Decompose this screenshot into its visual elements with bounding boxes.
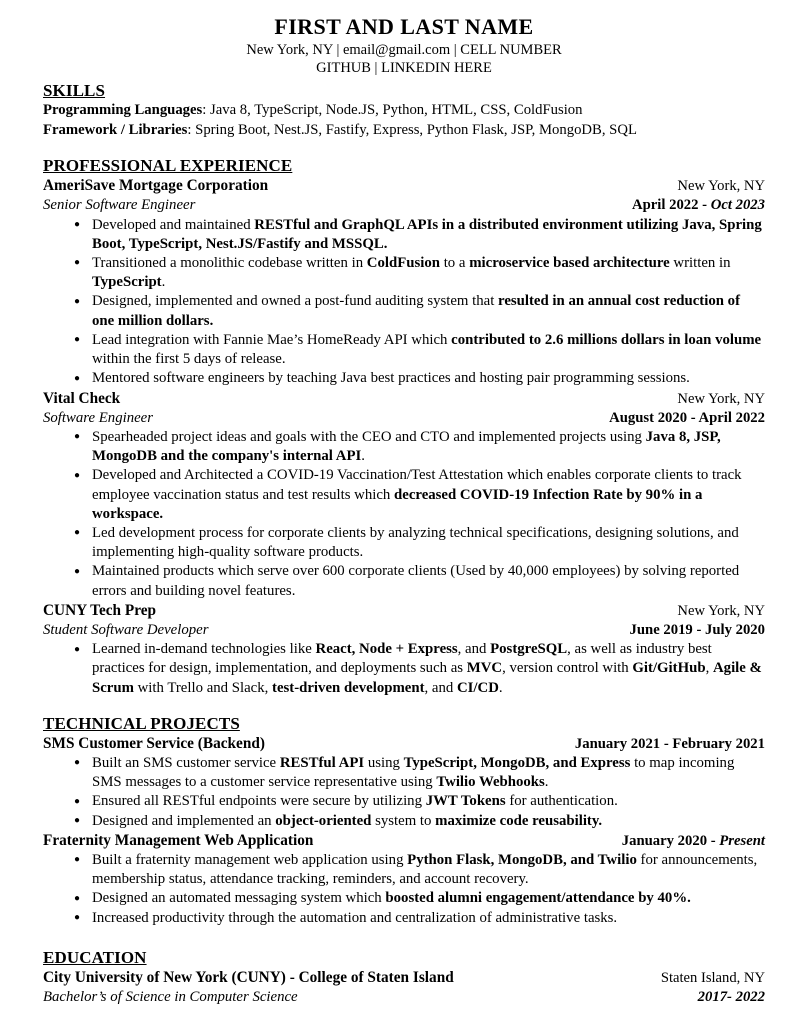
experience-entry [43,601,765,698]
experience-dates [630,621,765,640]
bullet-text: , [705,660,713,677]
bullet-text: . [161,274,166,291]
section-skills [43,81,765,101]
education-dates-italic: 2017- 2022 [697,988,765,1005]
bullet-text: Ensured all RESTful endpoints were secure by utilizing [92,793,426,810]
project-name: Fraternity Management Web Application [43,831,314,849]
candidate-name: FIRST AND LAST NAME [274,14,534,39]
bullet-text: Increased productivity through the automation and centralization of administrative tasks. [92,909,618,926]
bullet-text: Learned in-demand technologies like [92,641,316,658]
bullet-text: Transitioned a monolithic codebase written in [92,254,367,271]
skills-value-frameworks: : Spring Boot, Nest.JS, Fastify, Express, Python Flask, JSP, MongoDB, SQL [187,121,637,138]
experience-dates [632,196,765,215]
section-title-projects: TECHNICAL PROJECTS [43,713,240,733]
experience-row-company [43,601,765,621]
bullet-item [43,428,765,466]
bullet-emphasis: Twilio Webhooks [436,774,545,791]
experience-list [43,176,765,698]
bullet-emphasis: ColdFusion [366,254,440,271]
experience-job-title: Student Software Developer [43,621,209,638]
bullet-emphasis: maximize code reusability. [435,812,603,829]
project-row-header [43,734,765,754]
bullet-emphasis: TypeScript, MongoDB, and Express [403,754,631,771]
experience-dates-start: June 2019 - July 2020 [629,621,765,638]
project-dates-start: January 2021 - February 2021 [574,735,765,752]
bullet-text: Designed and implemented an [92,812,276,829]
experience-dates-start: April 2022 - [631,197,711,214]
bullet-emphasis: RESTful and GraphQL APIs in a distributed environment utilizing Java, Spring Boot, TypeScript, Nest.JS/Fastify and MSSQL. [92,216,762,252]
skills-label-languages: Programming Languages [43,102,203,119]
bullet-item [43,889,765,908]
project-bullets [43,851,765,928]
bullet-emphasis: Java 8, JSP, MongoDB and the company's internal API [92,428,721,465]
experience-location: New York, NY [677,390,765,407]
experience-location: New York, NY [677,602,765,619]
education-location: Staten Island, NY [660,969,765,986]
bullet-item [43,640,765,698]
bullet-text: Maintained products which serve over 600 corporate clients (Used by 40,000 employees) by solving reported errors and building novel features. [92,563,740,599]
bullet-text: Lead integration with Fannie Mae’s HomeReady API which [92,331,452,348]
bullet-text: , and [424,679,457,696]
experience-bullets [43,216,765,389]
bullet-text: Built a fraternity management web application using [92,851,408,868]
bullet-text: Designed an automated messaging system which [92,890,386,907]
bullet-text: Built an SMS customer service [92,754,280,771]
bullet-text: to map incoming SMS messages to a customer service representative using [92,754,735,791]
experience-row-company [43,389,765,409]
bullet-item [43,524,765,562]
experience-dates-start: August 2020 - April 2022 [609,409,765,426]
bullet-item [43,812,765,831]
bullet-item [43,216,765,254]
bullet-item [43,562,765,600]
experience-row-title [43,196,765,215]
skills-row-languages [43,101,765,120]
bullet-emphasis: Agile & Scrum [92,660,762,696]
education-degree: Bachelor’s of Science in Computer Science [43,988,298,1005]
bullet-text: for authentication. [505,793,618,810]
experience-company: CUNY Tech Prep [43,601,157,619]
resume-header [43,14,765,77]
project-name: SMS Customer Service (Backend) [43,734,265,752]
bullet-item [43,909,765,928]
experience-bullets [43,428,765,601]
bullet-emphasis: boosted alumni engagement/attendance by 40%. [385,890,691,907]
bullet-emphasis: RESTful API [279,754,365,771]
bullet-text: Developed and maintained [92,216,255,233]
bullet-emphasis: JWT Tokens [425,793,506,810]
experience-dates-end: Oct 2023 [710,197,765,214]
bullet-item [43,331,765,369]
project-dates [622,832,765,851]
experience-row-company [43,176,765,196]
experience-row-title [43,409,765,428]
experience-entry [43,389,765,601]
projects-list [43,734,765,928]
experience-job-title: Senior Software Engineer [43,197,196,214]
skills-value-languages: : Java 8, TypeScript, Node.JS, Python, HTML, CSS, ColdFusion [202,102,583,119]
bullet-item [43,369,765,388]
bullet-text: to a [440,254,470,271]
bullet-text: using [364,754,404,771]
education-row-degree [43,988,765,1007]
bullet-text: for announcements, membership status, attendance tracking, reminders, and account recovery. [92,851,758,888]
bullet-item [43,851,765,889]
contact-line-primary: New York, NY | email@gmail.com | CELL NUMBER [246,41,562,58]
bullet-emphasis: TypeScript [92,274,162,291]
bullet-emphasis: MVC [466,660,503,677]
experience-entry [43,176,765,388]
bullet-emphasis: test-driven development [272,679,425,696]
experience-company: AmeriSave Mortgage Corporation [43,177,269,195]
bullet-text: Led development process for corporate clients by analyzing technical specifications, designing solutions, and implementing high-quality software products. [92,524,739,561]
bullet-text: written in [669,254,731,271]
bullet-emphasis: CI/CD [456,679,499,696]
experience-job-title: Software Engineer [43,409,154,426]
bullet-text: Mentored software engineers by teaching Java best practices and hosting pair programming sessions. [92,370,690,387]
project-entry [43,831,765,928]
experience-dates [609,409,765,428]
bullet-text: . [498,679,503,696]
bullet-text: Designed, implemented and owned a post-fund auditing system that [92,293,499,310]
bullet-emphasis: Git/GitHub [632,660,706,677]
project-bullets [43,754,765,831]
bullet-item [43,254,765,292]
bullet-text: Spearheaded project ideas and goals with the CEO and CTO and implemented projects using [92,428,646,445]
section-technical-projects [43,714,765,734]
experience-row-title [43,621,765,640]
experience-location: New York, NY [677,178,765,195]
contact-line-secondary: GITHUB | LINKEDIN HERE [316,60,492,77]
bullet-item [43,754,765,792]
experience-bullets [43,640,765,698]
section-professional-experience [43,156,765,176]
project-row-header [43,831,765,851]
education-row-school [43,968,765,988]
bullet-text: , version control with [502,660,633,677]
section-title-education: EDUCATION [43,947,147,967]
bullet-emphasis: microservice based architecture [469,254,670,271]
bullet-text: Developed and Architected a COVID-19 Vaccination/Test Attestation which enables corporate clients to track employee vaccination status and test results which [92,467,742,503]
section-title-experience: PROFESSIONAL EXPERIENCE [43,156,293,176]
bullet-emphasis: resulted in an annual cost reduction of one million dollars. [92,293,741,329]
bullet-text: . [361,448,365,465]
education-school: City University of New York (CUNY) - College of Staten Island [43,968,454,986]
bullet-emphasis: Python Flask, MongoDB, and Twilio [407,851,637,868]
experience-company: Vital Check [43,389,121,407]
skills-label-frameworks: Framework / Libraries [43,121,188,138]
bullet-emphasis: React, Node + Express [315,641,458,658]
bullet-text: , as well as industry best practices for design, implementation, and deployments such as [92,641,712,677]
bullet-item [43,292,765,330]
bullet-emphasis: PostgreSQL [490,641,568,658]
bullet-emphasis: decreased COVID-19 Infection Rate by 90% in a workspace. [92,486,703,522]
project-dates [575,735,765,754]
bullet-emphasis: contributed to 2.6 millions dollars in loan volume [451,331,762,348]
bullet-text: . [544,774,549,791]
bullet-text: with Trello and Slack, [133,679,273,696]
skills-row-frameworks [43,121,765,140]
section-title-skills: SKILLS [43,81,106,101]
bullet-text: system to [371,812,436,829]
bullet-item [43,792,765,811]
project-entry [43,734,765,831]
bullet-emphasis: object-oriented [275,812,372,829]
bullet-text: within the first 5 days of release. [92,351,286,368]
section-education [43,948,765,968]
education-dates [698,988,765,1007]
project-dates-end: Present [719,832,765,849]
bullet-text: , and [457,641,491,658]
project-dates-start: January 2020 - [621,832,720,849]
bullet-item [43,466,765,524]
